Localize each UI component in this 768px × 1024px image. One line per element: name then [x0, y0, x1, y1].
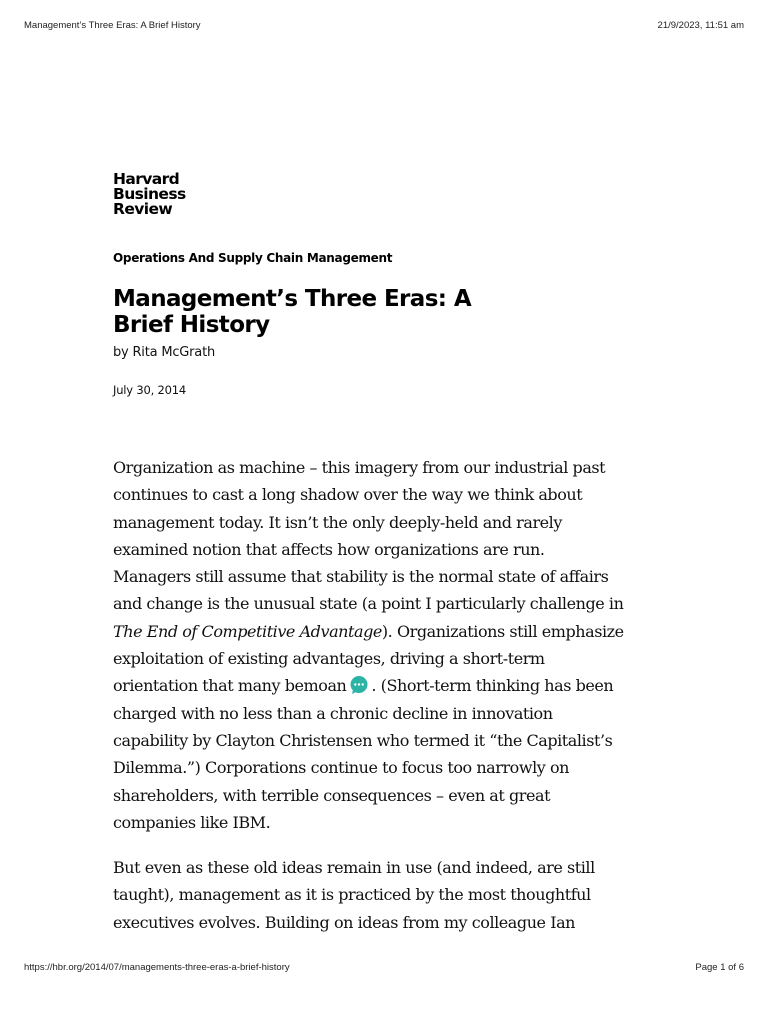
print-header — [24, 20, 744, 31]
logo-line-2: Business — [113, 185, 186, 203]
text-line: shareholders, with terrible consequences – even at great — [113, 785, 551, 805]
logo-line-3: Review — [113, 200, 173, 218]
text-line: Managers still assume that stability is the normal state of affairs — [113, 567, 609, 587]
text-line: companies like IBM. — [113, 812, 271, 832]
text-line — [113, 672, 673, 699]
logo-line-1: Harvard — [113, 170, 180, 188]
hbr-logo[interactable] — [113, 172, 186, 217]
print-datetime: 21/9/2023, 11:51 am — [657, 20, 744, 31]
text-line: Organization as machine – this imagery from our industrial past — [113, 458, 606, 477]
text-line — [113, 618, 673, 645]
text-line: Dilemma.”) Corporations continue to focus too narrowly on — [113, 758, 570, 778]
text-fragment: orientation that many bemoan — [113, 676, 347, 696]
byline: by Rita McGrath — [113, 345, 216, 360]
topic-link[interactable]: Operations And Supply Chain Management — [113, 251, 393, 265]
text-line: examined notion that affects how organizations are run. — [113, 539, 545, 559]
publish-date: July 30, 2014 — [113, 383, 186, 397]
print-url: https://hbr.org/2014/07/managements-three-eras-a-brief-history — [24, 962, 290, 973]
text-fragment: . (Short-term thinking has been — [371, 676, 614, 696]
text-line: But even as these old ideas remain in use (and indeed, are still — [113, 858, 595, 878]
print-page-number: Page 1 of 6 — [695, 962, 744, 973]
text-line: and change is the unusual state (a point I particularly challenge in — [113, 594, 624, 614]
text-line: continues to cast a long shadow over the way we think about — [113, 485, 583, 505]
book-title-link[interactable]: The End of Competitive Advantage — [113, 621, 382, 641]
paragraph-2 — [113, 854, 673, 936]
print-footer — [24, 962, 744, 973]
text-line: charged with no less than a chronic decline in innovation — [113, 703, 553, 723]
paragraph-1 — [113, 454, 673, 836]
text-line: management today. It isn’t the only deeply-held and rarely — [113, 512, 562, 532]
comment-bubble-icon[interactable] — [349, 675, 369, 695]
text-line: capability by Clayton Christensen who termed it “the Capitalist’s — [113, 730, 613, 750]
text-line: exploitation of existing advantages, driving a short-term — [113, 649, 545, 669]
article-title: Management’s Three Eras: A Brief History — [113, 286, 472, 338]
print-tab-title: Management’s Three Eras: A Brief History — [24, 20, 201, 31]
text-line: taught), management as it is practiced by the most thoughtful — [113, 885, 591, 905]
text-line: executives evolves. Building on ideas from my colleague Ian — [113, 912, 576, 932]
article-body — [113, 454, 673, 954]
text-fragment: ). Organizations still emphasize — [381, 621, 624, 641]
